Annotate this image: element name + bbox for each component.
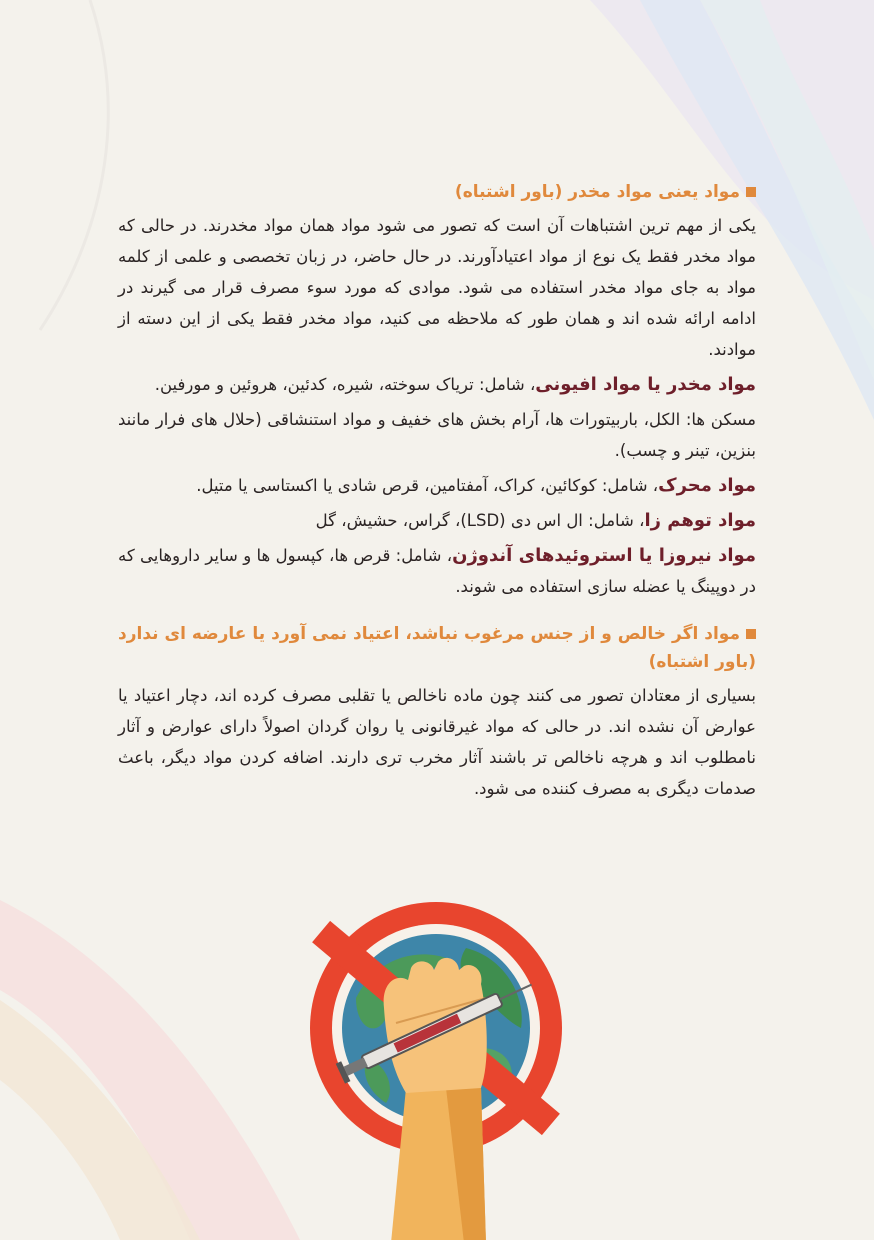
section2-heading-text: مواد اگر خالص و از جنس مرغوب نباشد، اعتیاد نمی آورد یا عارضه ای ندارد (باور اشتباه) xyxy=(118,624,756,672)
anti-drug-fist-syringe-globe-icon xyxy=(296,888,576,1240)
list-item xyxy=(118,540,756,602)
item-term: مواد توهم زا xyxy=(644,510,756,531)
section1-paragraph: یکی از مهم ترین اشتباهات آن است که تصور می شود مواد همان مواد مخدرند. در حالی که مواد مخدر فقط یک نوع از مواد اعتیادآورند. در حال حاضر، در زبان تخصصی و علمی از کلمه مواد به جای مواد مخدر استفاده می شود. موادی که مورد سوء مصرف قرار می گیرند در ادامه ارائه شده اند و همان طور که ملاحظه می کنید، مواد مخدر فقط یکی از این دسته از موادند. xyxy=(118,216,756,359)
list-item xyxy=(118,404,756,466)
bullet-icon xyxy=(746,187,756,197)
item-term: مواد محرک xyxy=(658,475,756,496)
item-desc: ، شامل: ال اس دی (LSD)، گراس، حشیش، گل xyxy=(315,511,645,530)
item-term: مواد نیروزا یا استروئیدهای آندوژن xyxy=(452,545,756,566)
main-content xyxy=(118,178,756,804)
list-item xyxy=(118,369,756,400)
item-desc: ، شامل: تریاک سوخته، شیره، کدئین، هروئین و مورفین. xyxy=(154,375,536,394)
item-desc: ، شامل: قرص ها، کپسول ها و سایر داروهایی که در دوپینگ یا عضله سازی استفاده می شوند. xyxy=(118,546,756,596)
section2-paragraph: بسیاری از معتادان تصور می کنند چون ماده ناخالص یا تقلبی مصرف کرده اند، دچار اعتیاد یا عوارض آن نشده اند. در حالی که مواد غیرقانونی یا روان گردان اصولاً دارای عوارض و آثار نامطلوب اند و هرچه ناخالص تر باشند آثار مخرب تری دارند. اضافه کردن مواد دیگر، باعث صدمات دیگری به مصرف کننده می شود. xyxy=(118,686,756,798)
item-desc: مسکن ها: الکل، باربیتورات ها، آرام بخش های خفیف و مواد استنشاقی (حلال های فرار مانند بنزین، تینر و چسب). xyxy=(118,410,756,460)
list-item xyxy=(118,505,756,536)
section2-heading xyxy=(118,620,756,676)
item-term: مواد مخدر یا مواد افیونی xyxy=(535,374,756,395)
section1-heading xyxy=(118,178,756,206)
bullet-icon xyxy=(746,629,756,639)
section1-heading-text: مواد یعنی مواد مخدر (باور اشتباه) xyxy=(454,182,740,202)
item-desc: ، شامل: کوکائین، کراک، آمفتامین، قرص شادی یا اکستاسی یا متیل. xyxy=(196,476,659,495)
list-item xyxy=(118,470,756,501)
